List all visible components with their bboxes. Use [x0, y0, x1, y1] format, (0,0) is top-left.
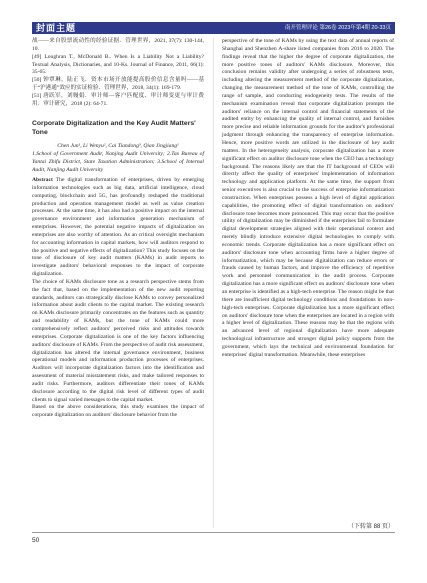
- left-column: [32, 38, 204, 420]
- article-affiliations: 1.School of Government Audit, Nanjing Audit University; 2.Tax Bureau of Yantai Zhifu District, State Taxation Administration; 3.School of Internal Audit, Nanjing Audit University: [32, 151, 204, 174]
- footer-rule: [32, 532, 395, 533]
- article-title: Corporate Digitalization and the Key Audit Matters' Tone: [32, 119, 196, 136]
- abstract-paragraph: [32, 177, 204, 279]
- reference-item: [51] 唐跃军，刘嫚娟．审计师—客户匹配度、审计师变更与审计费用．审计研究，2018 (2): 64-71.: [32, 92, 204, 107]
- section-brand: 封面主题: [36, 23, 77, 33]
- abstract-label: Abstract: [32, 176, 53, 183]
- reference-item: [50] 钟覃琳，陆正飞．资本市场开放能提高股价信息含量吗——基于“沪港通”效应的实证检验．管理世界，2018, 34(1): 169-179.: [32, 77, 204, 92]
- abstract-text: The digital transformation of enterprises, driven by emerging information technologies such as big data, artificial intelligence, cloud computing, blockchain and 5G, has profoundly reshaped the traditional production and operation management model as well as value creation processes. At the same time, it has also had a positive impact on the internal governance environment and information generation mechanism of enterprises. However, the potential negative impacts of digitalization on enterprises are also worthy of attention. As an critical oversight mechanism for accounting information in capital markets, how will auditors respond to the positive and negative effects of digitalization? This study focuses on the tone of disclosure of key audit matters (KAMs) in audit reports to investigate auditors' behavioral responses to the impact of corporate digitalization.: [32, 176, 204, 278]
- journal-header: [32, 22, 395, 34]
- page-number: 50: [32, 537, 40, 544]
- reference-item: [49] Loughran T., McDonald B.. When Is a Liability Not a Liability? Textual Analysis, Dictionaries, and 10-Ks. Journal of Finance, 2011, 66(1): 35-65.: [32, 53, 204, 76]
- reference-item: 战——来自股票流动性的经验证据．管理世界，2021, 37(7): 130-144, 10.: [32, 38, 204, 52]
- body-paragraph: perspective of the tone of KAMs by using the text data of annual reports of Shanghai and Shenzhen A-share listed companies from 2016 to 2020. The findings reveal that the higher the degree of corporate digitalization, the more positive tones of auditors' KAMs disclosure. Moreover, this conclusion remains validity after undergoing a series of robustness tests, including altering the measurement method of the corporate digitalization, changing the measurement method of the tone of KAMs, controlling the range of sample, and conducting endogeneity tests. The results of the mechanism examination reveal that corporate digitalization prompts the auditors' reliance on the internal control and financial statements of the audited entity by enhancing the quality of internal control, and furnishes more precise and reliable information grounds for the auditor's professional judgment through enhancing the transparency of enterprise information. Hence, more positive words are utilized in the disclosure of key audit matters. In the heterogeneity analysis, corporate digitalization has a more significant effect on auditor disclosure tone when the CEO has a technology background. The reasons likely are that the IT background of CEOs will directly affect the quality of enterprises' implementation of information technology and application platform. At the same time, the support from senior executives is also crucial to the success of enterprise informatization construction. When enterprises possess a high level of digital application capabilities, the promoting effect of digital transformation on auditors' disclosure tone becomes more pronounced. This may occur that the positive utility of digitalization may be diminished if the enterprises fail to formulate digital development strategies aligned with their operational context and merely blindly introduce extensive digital technologies to comply with economic trends. Corporate digitalization has a more significant effect on auditors' disclosure tone when accounting firms have a higher degree of informatization, which may be because digitalization can reduce errors or frauds caused by human factors, and improve the efficiency of repetitive work and personnel communication in the audit process. Corporate digitalization has a more significant effect on auditors' disclosure tone when an enterprise is identified as a high-tech enterprise. The reason might be that there are insufficient digital technology conditions and foundations in non-high-tech enterprises. Corporate digitalization has a more significant effect on auditors' disclosure tone when the enterprises are located in a region with a higher level of digitalization. These reasons may be that the regions with an advanced level of regional digitalization have more adequate technological infrastructure and stronger digital policy supports from the government, which lays the technical and environmental foundation for enterprises' digital transformation. Meanwhile, these enterprises: [222, 38, 394, 358]
- journal-info: 南开管理评论 第26卷 2023年第4期 20-33页: [284, 25, 391, 31]
- continued-note: （下转第 88 页）: [348, 524, 395, 530]
- article-authors: Chen Jun¹, Li Wenyu², Cai Tiandong³, Qian Jingjiang¹: [57, 142, 179, 149]
- body-paragraph: The choice of KAMs disclosure tone as a research perspective stems from the fact that, based on the implementation of the new audit reporting standards, auditors can strategically disclose KAMs to convey personalized information about audit clients to the capital market. The existing research on KAMs disclosure primarily concentrates on the features such as quantity and readability of KAMs, but the tone of KAMs could more comprehensively reflect auditors' perceived risks and attitudes towards enterprises. Corporate digitalization is one of the key factors influencing auditors' disclosure of KAMs. From the perspective of audit risk assessment, digitalization has altered the internal governance environment, business operational models and information production processes of enterprises. Auditors will incorporate digitalization factors into the identification and assessment of material misstatement risks, and make tailored responses to audit risks. Furthermore, auditors differentiate their tones of KAMs disclosure according to the digital risk level of different types of audit clients to signal varied messages to the capital market.: [32, 278, 204, 403]
- body-paragraph: Based on the above considerations, this study examines the impact of corporate digitalization on auditors' disclosure behavior from the: [32, 404, 204, 419]
- column-divider: [213, 38, 214, 528]
- right-column: [222, 38, 394, 360]
